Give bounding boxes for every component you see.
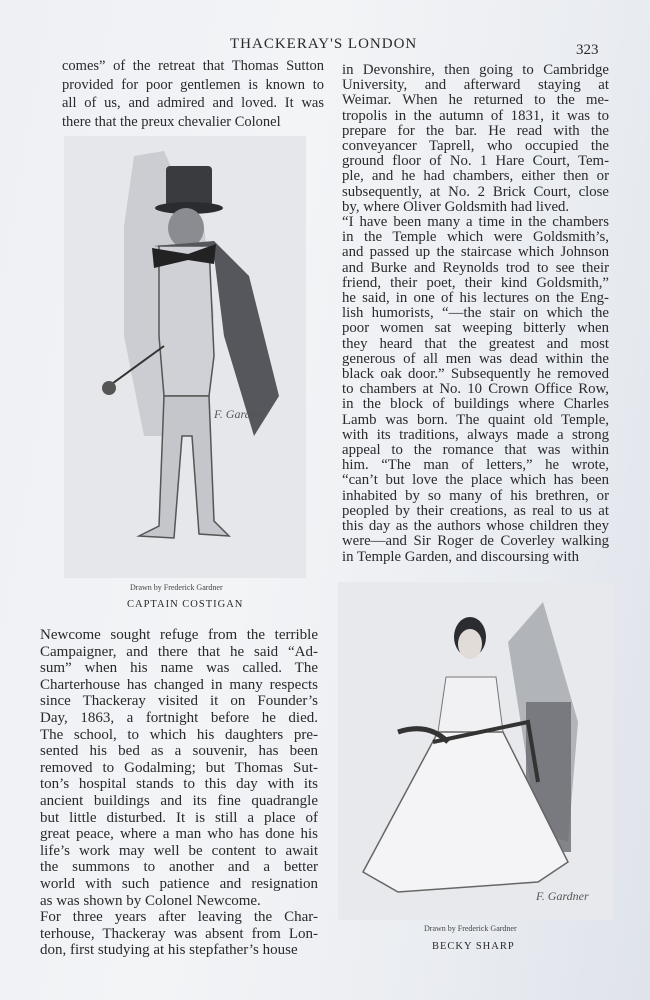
text-line: in the Temple which were Goldsmith’s,	[342, 229, 609, 246]
text-line: tropolis in the autumn of 1831, it was to	[342, 107, 609, 124]
text-line: sum” when his name was called. The	[40, 660, 318, 677]
text-line: ton’s hospital stands to this day with its	[40, 776, 318, 793]
text-line: removed to Godalming; but Thomas Sut-	[40, 759, 318, 776]
illustration-becky-sharp	[338, 582, 613, 920]
text-line: and Burke and Reynolds trod to see their	[342, 259, 609, 276]
text-line: lish humorists, “—the stair on which the	[342, 305, 609, 322]
text-line: peopled by their creations, as real to us at	[342, 502, 609, 519]
text-line: generous of all men was dead within the	[342, 350, 609, 367]
text-line: him. “The man of letters,” he wrote,	[342, 457, 609, 474]
text-line: Weimar. When he returned to the me-	[342, 92, 609, 109]
text-line: University, and afterward staying at	[342, 77, 609, 94]
artist-signature: F. Gardner	[536, 889, 589, 903]
text-line: world with such patience and resignation	[40, 875, 318, 892]
text-line: subsequently, at No. 2 Brick Court, close	[342, 183, 609, 200]
text-line: the summons to another and a better	[40, 859, 318, 876]
text-line: appeal to the romance that was within	[342, 442, 609, 459]
text-line: ground floor of No. 1 Hare Court, Tem-	[342, 153, 609, 170]
text-line: ancient buildings and its fine quadrangle	[40, 792, 318, 809]
text-line: poor women sat weeping bitterly when	[342, 320, 609, 337]
text-line: this day as the authors whose children they	[342, 518, 609, 535]
text-line: by, where Oliver Goldsmith had lived.	[342, 198, 570, 215]
text-line: great peace, where a man who has done his	[40, 826, 318, 843]
text-line: provided for poor gentlemen is known to	[62, 76, 324, 93]
text-line: inhabited by so many of his brethren, or	[342, 487, 609, 504]
figure2-caption: BECKY SHARP	[432, 941, 515, 952]
text-line: comes” of the retreat that Thomas Sutton	[62, 58, 324, 74]
text-column-bottom-left	[40, 627, 318, 959]
text-line: in the block of buildings where Charles	[342, 396, 609, 413]
page-number: 323	[576, 42, 599, 58]
text-column-right	[342, 63, 609, 565]
text-line: were—and Sir Roger de Coverley walking	[342, 533, 609, 550]
text-line: in Devonshire, then going to Cambridge	[342, 62, 609, 78]
text-line: with its traditions, always made a strong	[342, 426, 609, 443]
illustration-captain-costigan	[64, 136, 306, 578]
text-line: For three years after leaving the Char-	[40, 909, 318, 926]
artist-signature: F. Gardner	[214, 407, 267, 421]
text-line: since Thackeray visited it on Founder’s	[40, 693, 318, 710]
text-line: “can’t but love the place which has been	[342, 472, 609, 489]
text-line: in Temple Garden, and discoursing with	[342, 548, 580, 565]
text-line: friend, their poet, their kind Goldsmith,”	[342, 274, 609, 291]
figure1-caption: CAPTAIN COSTIGAN	[127, 599, 244, 610]
text-line: terhouse, Thackeray was absent from Lon-	[40, 925, 318, 942]
text-line: they heard that the greatest and most	[342, 335, 609, 352]
figure2-credit: Drawn by Frederick Gardner	[424, 924, 517, 933]
figure1-credit: Drawn by Frederick Gardner	[130, 583, 223, 592]
text-line: Campaigner, and there that he said “Ad-	[40, 643, 318, 660]
text-line: he said, in one of his lectures on the Eng-	[342, 290, 609, 307]
text-line: conveyancer Taprell, who occupied the	[342, 138, 609, 155]
text-line: but little disturbed. It is still a place of	[40, 809, 318, 826]
text-line: all of us, and admired and loved. It was	[62, 95, 324, 111]
text-line: to chambers at No. 10 Crown Office Row,	[342, 381, 609, 398]
running-header: THACKERAY'S LONDON	[230, 36, 418, 52]
text-column-top-left	[62, 57, 324, 131]
text-line: life’s work may well be content to await	[40, 842, 318, 859]
text-line: and passed up the staircase which Johnson	[342, 244, 609, 261]
text-line: black oak door.” Subsequently he removed	[342, 366, 609, 383]
text-line: “I have been many a time in the chambers	[342, 214, 609, 231]
text-line: prepare for the bar. He read with the	[342, 122, 609, 139]
text-line: ple, and he had chambers, either then or	[342, 168, 609, 185]
text-line: sented his bed as a souvenir, has been	[40, 743, 318, 760]
text-line: Charterhouse has changed in many respects	[40, 676, 318, 693]
text-line: don, first studying at his stepfather’s house	[40, 942, 298, 959]
text-line: The school, to which his daughters pre-	[40, 726, 318, 743]
text-line: Newcome sought refuge from the terrible	[40, 627, 318, 643]
text-line: Lamb was born. The quaint old Temple,	[342, 411, 609, 428]
text-line: Day, 1863, a fortnight before he died.	[40, 709, 318, 726]
text-line: as was shown by Colonel Newcome.	[40, 892, 261, 909]
text-line: there that the preux chevalier Colonel	[62, 113, 281, 130]
